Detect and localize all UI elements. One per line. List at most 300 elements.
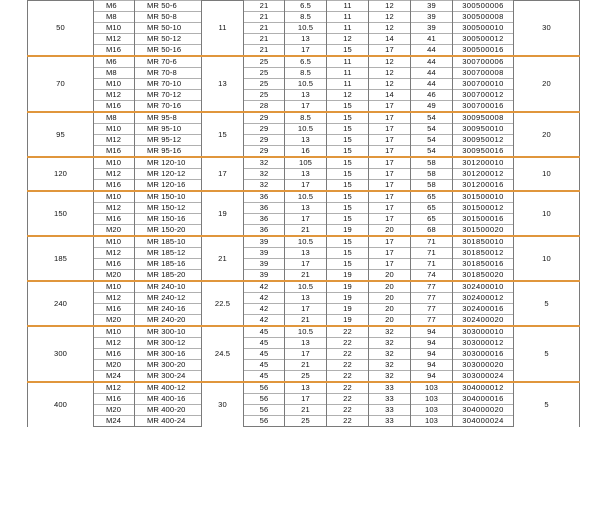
dimension-l-cell: 94 — [411, 349, 453, 360]
table-row — [28, 281, 580, 293]
model-code-cell: MR 95-8 — [135, 112, 202, 124]
model-code-cell: MR 300-12 — [135, 338, 202, 349]
cross-section-cell: 150 — [28, 191, 94, 236]
table-row — [28, 203, 580, 214]
dimension-b-cell: 17 — [285, 45, 327, 57]
dimension-b-cell: 17 — [285, 180, 327, 192]
article-number-cell: 300950012 — [453, 135, 514, 146]
dimension-a-cell: 32 — [244, 169, 285, 180]
dimension-a-cell: 29 — [244, 124, 285, 135]
model-code-cell: MR 240-12 — [135, 293, 202, 304]
dimension-l-cell: 74 — [411, 270, 453, 282]
dimension-e-cell: 17 — [369, 112, 411, 124]
dimension-a-cell: 42 — [244, 304, 285, 315]
dimension-l-cell: 58 — [411, 180, 453, 192]
article-number-cell: 300500008 — [453, 12, 514, 23]
dimension-e-cell: 32 — [369, 360, 411, 371]
thread-size-cell: M8 — [94, 12, 135, 23]
group-dimension-cell: 22.5 — [202, 281, 244, 326]
dimension-e-cell: 12 — [369, 68, 411, 79]
dimension-d-cell: 15 — [327, 259, 369, 270]
dimension-l-cell: 58 — [411, 169, 453, 180]
article-number-cell: 300500016 — [453, 45, 514, 57]
model-code-cell: MR 240-10 — [135, 281, 202, 293]
cross-section-cell: 185 — [28, 236, 94, 281]
article-number-cell: 302400010 — [453, 281, 514, 293]
dimension-l-cell: 44 — [411, 56, 453, 68]
table-row — [28, 304, 580, 315]
article-number-cell: 301850016 — [453, 259, 514, 270]
dimension-b-cell: 21 — [285, 405, 327, 416]
group-dimension-cell: 19 — [202, 191, 244, 236]
dimension-a-cell: 45 — [244, 326, 285, 338]
thread-size-cell: M16 — [94, 146, 135, 158]
model-code-cell: MR 185-10 — [135, 236, 202, 248]
dimension-l-cell: 77 — [411, 304, 453, 315]
article-number-cell: 302400020 — [453, 315, 514, 327]
table-row — [28, 23, 580, 34]
table-row — [28, 225, 580, 237]
cross-section-cell: 95 — [28, 112, 94, 157]
table-row — [28, 405, 580, 416]
dimension-d-cell: 15 — [327, 101, 369, 113]
dimension-b-cell: 8.5 — [285, 112, 327, 124]
dimension-b-cell: 6.5 — [285, 1, 327, 12]
dimension-a-cell: 28 — [244, 101, 285, 113]
dimension-a-cell: 25 — [244, 90, 285, 101]
dimension-e-cell: 12 — [369, 1, 411, 12]
dimension-b-cell: 16 — [285, 146, 327, 158]
table-row — [28, 34, 580, 45]
dimension-b-cell: 10.5 — [285, 23, 327, 34]
table-row — [28, 371, 580, 383]
dimension-l-cell: 77 — [411, 293, 453, 304]
dimension-a-cell: 36 — [244, 225, 285, 237]
dimension-a-cell: 45 — [244, 371, 285, 383]
dimension-d-cell: 22 — [327, 360, 369, 371]
pack-quantity-cell: 5 — [514, 281, 580, 326]
group-dimension-cell: 13 — [202, 56, 244, 112]
dimension-b-cell: 13 — [285, 34, 327, 45]
dimension-e-cell: 32 — [369, 326, 411, 338]
table-row — [28, 157, 580, 169]
group-dimension-cell: 15 — [202, 112, 244, 157]
dimension-d-cell: 22 — [327, 416, 369, 427]
dimension-l-cell: 65 — [411, 203, 453, 214]
article-number-cell: 301500010 — [453, 191, 514, 203]
dimension-d-cell: 19 — [327, 270, 369, 282]
dimension-a-cell: 56 — [244, 382, 285, 394]
dimension-e-cell: 17 — [369, 124, 411, 135]
model-code-cell: MR 300-20 — [135, 360, 202, 371]
thread-size-cell: M12 — [94, 203, 135, 214]
article-number-cell: 301200012 — [453, 169, 514, 180]
model-code-cell: MR 185-12 — [135, 248, 202, 259]
dimension-l-cell: 103 — [411, 405, 453, 416]
dimension-a-cell: 42 — [244, 315, 285, 327]
dimension-l-cell: 103 — [411, 416, 453, 427]
table-row — [28, 326, 580, 338]
article-number-cell: 302400016 — [453, 304, 514, 315]
dimension-a-cell: 56 — [244, 405, 285, 416]
dimension-l-cell: 39 — [411, 1, 453, 12]
dimension-a-cell: 29 — [244, 112, 285, 124]
thread-size-cell: M10 — [94, 79, 135, 90]
dimension-e-cell: 17 — [369, 101, 411, 113]
dimension-a-cell: 32 — [244, 157, 285, 169]
dimension-b-cell: 6.5 — [285, 56, 327, 68]
model-code-cell: MR 185-16 — [135, 259, 202, 270]
table-row — [28, 191, 580, 203]
dimension-a-cell: 36 — [244, 214, 285, 225]
table-row — [28, 146, 580, 158]
dimension-l-cell: 54 — [411, 135, 453, 146]
dimension-e-cell: 32 — [369, 338, 411, 349]
dimension-d-cell: 12 — [327, 90, 369, 101]
model-code-cell: MR 400-24 — [135, 416, 202, 427]
dimension-e-cell: 33 — [369, 416, 411, 427]
model-code-cell: MR 50-16 — [135, 45, 202, 57]
dimension-b-cell: 21 — [285, 270, 327, 282]
model-code-cell: MR 400-16 — [135, 394, 202, 405]
dimension-d-cell: 15 — [327, 157, 369, 169]
dimension-b-cell: 17 — [285, 394, 327, 405]
thread-size-cell: M16 — [94, 304, 135, 315]
dimension-l-cell: 77 — [411, 281, 453, 293]
thread-size-cell: M10 — [94, 236, 135, 248]
dimension-d-cell: 19 — [327, 315, 369, 327]
thread-size-cell: M10 — [94, 124, 135, 135]
dimension-b-cell: 17 — [285, 259, 327, 270]
thread-size-cell: M12 — [94, 248, 135, 259]
dimension-d-cell: 22 — [327, 405, 369, 416]
thread-size-cell: M10 — [94, 191, 135, 203]
dimension-d-cell: 15 — [327, 45, 369, 57]
article-number-cell: 301850010 — [453, 236, 514, 248]
model-code-cell: MR 150-16 — [135, 214, 202, 225]
article-number-cell: 300500006 — [453, 1, 514, 12]
thread-size-cell: M10 — [94, 326, 135, 338]
article-number-cell: 300500010 — [453, 23, 514, 34]
model-code-cell: MR 150-20 — [135, 225, 202, 237]
article-number-cell: 303000020 — [453, 360, 514, 371]
dimension-l-cell: 65 — [411, 214, 453, 225]
dimension-b-cell: 10.5 — [285, 124, 327, 135]
model-code-cell: MR 70-6 — [135, 56, 202, 68]
thread-size-cell: M10 — [94, 23, 135, 34]
model-code-cell: MR 300-24 — [135, 371, 202, 383]
thread-size-cell: M10 — [94, 281, 135, 293]
thread-size-cell: M10 — [94, 157, 135, 169]
dimension-l-cell: 71 — [411, 236, 453, 248]
cross-section-cell: 120 — [28, 157, 94, 191]
table-row — [28, 259, 580, 270]
group-dimension-cell: 24.5 — [202, 326, 244, 382]
table-row — [28, 360, 580, 371]
dimension-b-cell: 13 — [285, 248, 327, 259]
model-code-cell: MR 95-16 — [135, 146, 202, 158]
model-code-cell: MR 50-12 — [135, 34, 202, 45]
dimension-e-cell: 14 — [369, 90, 411, 101]
model-code-cell: MR 50-6 — [135, 1, 202, 12]
dimension-l-cell: 94 — [411, 326, 453, 338]
dimension-b-cell: 13 — [285, 382, 327, 394]
thread-size-cell: M16 — [94, 101, 135, 113]
dimension-d-cell: 22 — [327, 349, 369, 360]
dimension-b-cell: 21 — [285, 225, 327, 237]
dimension-a-cell: 25 — [244, 79, 285, 90]
dimension-d-cell: 11 — [327, 79, 369, 90]
thread-size-cell: M12 — [94, 293, 135, 304]
article-number-cell: 300700010 — [453, 79, 514, 90]
dimension-e-cell: 17 — [369, 191, 411, 203]
pack-quantity-cell: 10 — [514, 236, 580, 281]
dimension-d-cell: 15 — [327, 124, 369, 135]
dimension-e-cell: 32 — [369, 349, 411, 360]
dimension-a-cell: 21 — [244, 1, 285, 12]
thread-size-cell: M20 — [94, 360, 135, 371]
dimension-e-cell: 12 — [369, 12, 411, 23]
thread-size-cell: M20 — [94, 405, 135, 416]
dimension-d-cell: 15 — [327, 203, 369, 214]
dimension-d-cell: 15 — [327, 191, 369, 203]
dimension-l-cell: 94 — [411, 371, 453, 383]
group-dimension-cell: 17 — [202, 157, 244, 191]
dimension-e-cell: 20 — [369, 281, 411, 293]
dimension-d-cell: 11 — [327, 56, 369, 68]
model-code-cell: MR 240-20 — [135, 315, 202, 327]
article-number-cell: 301850020 — [453, 270, 514, 282]
dimension-e-cell: 20 — [369, 293, 411, 304]
pack-quantity-cell: 5 — [514, 326, 580, 382]
dimension-l-cell: 94 — [411, 360, 453, 371]
dimension-d-cell: 11 — [327, 12, 369, 23]
dimension-b-cell: 13 — [285, 169, 327, 180]
dimension-d-cell: 15 — [327, 169, 369, 180]
article-number-cell: 300500012 — [453, 34, 514, 45]
dimension-b-cell: 17 — [285, 101, 327, 113]
model-code-cell: MR 150-12 — [135, 203, 202, 214]
dimension-d-cell: 11 — [327, 68, 369, 79]
dimension-a-cell: 21 — [244, 34, 285, 45]
article-number-cell: 300700008 — [453, 68, 514, 79]
dimension-e-cell: 12 — [369, 56, 411, 68]
dimension-d-cell: 22 — [327, 394, 369, 405]
article-number-cell: 301500020 — [453, 225, 514, 237]
dimension-e-cell: 17 — [369, 248, 411, 259]
article-number-cell: 301200010 — [453, 157, 514, 169]
dimension-b-cell: 13 — [285, 135, 327, 146]
dimension-a-cell: 45 — [244, 360, 285, 371]
pack-quantity-cell: 10 — [514, 191, 580, 236]
table-row — [28, 248, 580, 259]
dimension-l-cell: 54 — [411, 124, 453, 135]
dimension-b-cell: 10.5 — [285, 281, 327, 293]
article-number-cell: 302400012 — [453, 293, 514, 304]
thread-size-cell: M16 — [94, 349, 135, 360]
dimension-a-cell: 39 — [244, 248, 285, 259]
table-row — [28, 338, 580, 349]
dimension-e-cell: 33 — [369, 382, 411, 394]
table-row — [28, 382, 580, 394]
cross-section-cell: 50 — [28, 1, 94, 57]
dimension-e-cell: 17 — [369, 259, 411, 270]
dimension-d-cell: 11 — [327, 1, 369, 12]
dimension-l-cell: 49 — [411, 101, 453, 113]
dimension-b-cell: 13 — [285, 338, 327, 349]
thread-size-cell: M8 — [94, 112, 135, 124]
thread-size-cell: M12 — [94, 135, 135, 146]
dimension-e-cell: 20 — [369, 304, 411, 315]
table-row — [28, 394, 580, 405]
article-number-cell: 304000016 — [453, 394, 514, 405]
dimension-l-cell: 44 — [411, 45, 453, 57]
dimension-b-cell: 13 — [285, 293, 327, 304]
dimension-a-cell: 29 — [244, 135, 285, 146]
table-row — [28, 90, 580, 101]
dimension-d-cell: 19 — [327, 225, 369, 237]
cross-section-cell: 300 — [28, 326, 94, 382]
pack-quantity-cell: 20 — [514, 112, 580, 157]
pack-quantity-cell: 30 — [514, 1, 580, 57]
dimension-b-cell: 8.5 — [285, 12, 327, 23]
dimension-a-cell: 39 — [244, 259, 285, 270]
dimension-d-cell: 19 — [327, 304, 369, 315]
table-row — [28, 124, 580, 135]
article-number-cell: 304000020 — [453, 405, 514, 416]
dimension-b-cell: 10.5 — [285, 236, 327, 248]
model-code-cell: MR 70-12 — [135, 90, 202, 101]
dimension-l-cell: 58 — [411, 157, 453, 169]
dimension-d-cell: 11 — [327, 23, 369, 34]
dimension-b-cell: 8.5 — [285, 68, 327, 79]
dimension-e-cell: 32 — [369, 371, 411, 383]
dimension-b-cell: 25 — [285, 371, 327, 383]
dimension-b-cell: 17 — [285, 349, 327, 360]
dimension-a-cell: 56 — [244, 394, 285, 405]
model-code-cell: MR 300-10 — [135, 326, 202, 338]
table-row — [28, 214, 580, 225]
dimension-a-cell: 21 — [244, 23, 285, 34]
thread-size-cell: M16 — [94, 180, 135, 192]
dimension-l-cell: 44 — [411, 68, 453, 79]
dimension-l-cell: 103 — [411, 394, 453, 405]
model-code-cell: MR 70-16 — [135, 101, 202, 113]
dimension-l-cell: 71 — [411, 259, 453, 270]
dimension-d-cell: 19 — [327, 293, 369, 304]
thread-size-cell: M20 — [94, 315, 135, 327]
dimension-d-cell: 15 — [327, 180, 369, 192]
dimension-d-cell: 22 — [327, 326, 369, 338]
article-number-cell: 300950010 — [453, 124, 514, 135]
dimension-e-cell: 14 — [369, 34, 411, 45]
article-number-cell: 300950008 — [453, 112, 514, 124]
thread-size-cell: M24 — [94, 371, 135, 383]
thread-size-cell: M12 — [94, 34, 135, 45]
article-number-cell: 301500012 — [453, 203, 514, 214]
table-row — [28, 169, 580, 180]
dimension-a-cell: 39 — [244, 270, 285, 282]
table-row — [28, 349, 580, 360]
cross-section-cell: 70 — [28, 56, 94, 112]
dimension-e-cell: 17 — [369, 45, 411, 57]
dimension-e-cell: 17 — [369, 146, 411, 158]
dimension-e-cell: 12 — [369, 79, 411, 90]
model-code-cell: MR 95-10 — [135, 124, 202, 135]
dimension-e-cell: 20 — [369, 315, 411, 327]
dimension-b-cell: 10.5 — [285, 326, 327, 338]
dimension-d-cell: 15 — [327, 146, 369, 158]
pack-quantity-cell: 10 — [514, 157, 580, 191]
table-body — [28, 1, 580, 427]
dimension-l-cell: 71 — [411, 248, 453, 259]
thread-size-cell: M12 — [94, 338, 135, 349]
model-code-cell: MR 95-12 — [135, 135, 202, 146]
dimension-e-cell: 17 — [369, 203, 411, 214]
model-code-cell: MR 70-10 — [135, 79, 202, 90]
table-row — [28, 315, 580, 327]
dimension-a-cell: 32 — [244, 180, 285, 192]
thread-size-cell: M16 — [94, 45, 135, 57]
model-code-cell: MR 50-8 — [135, 12, 202, 23]
group-dimension-cell: 21 — [202, 236, 244, 281]
table-row — [28, 236, 580, 248]
dimension-d-cell: 22 — [327, 371, 369, 383]
dimension-l-cell: 54 — [411, 146, 453, 158]
cross-section-cell: 400 — [28, 382, 94, 427]
dimension-l-cell: 54 — [411, 112, 453, 124]
thread-size-cell: M16 — [94, 259, 135, 270]
dimension-d-cell: 15 — [327, 135, 369, 146]
thread-size-cell: M6 — [94, 1, 135, 12]
dimension-a-cell: 21 — [244, 12, 285, 23]
model-code-cell: MR 70-8 — [135, 68, 202, 79]
table-row — [28, 12, 580, 23]
article-number-cell: 303000010 — [453, 326, 514, 338]
dimension-l-cell: 46 — [411, 90, 453, 101]
table-row — [28, 293, 580, 304]
dimension-b-cell: 21 — [285, 360, 327, 371]
group-dimension-cell: 30 — [202, 382, 244, 427]
dimension-b-cell: 17 — [285, 304, 327, 315]
table-row — [28, 1, 580, 12]
model-code-cell: MR 185-20 — [135, 270, 202, 282]
thread-size-cell: M8 — [94, 68, 135, 79]
dimension-e-cell: 17 — [369, 180, 411, 192]
model-code-cell: MR 120-10 — [135, 157, 202, 169]
model-code-cell: MR 50-10 — [135, 23, 202, 34]
article-number-cell: 300700012 — [453, 90, 514, 101]
pack-quantity-cell: 5 — [514, 382, 580, 427]
model-code-cell: MR 300-16 — [135, 349, 202, 360]
table-row — [28, 45, 580, 57]
model-code-cell: MR 120-16 — [135, 180, 202, 192]
dimension-a-cell: 36 — [244, 191, 285, 203]
article-number-cell: 301850012 — [453, 248, 514, 259]
product-spec-table — [27, 0, 580, 427]
dimension-d-cell: 22 — [327, 382, 369, 394]
dimension-d-cell: 12 — [327, 34, 369, 45]
dimension-e-cell: 20 — [369, 225, 411, 237]
dimension-l-cell: 41 — [411, 34, 453, 45]
dimension-e-cell: 17 — [369, 236, 411, 248]
dimension-b-cell: 25 — [285, 416, 327, 427]
dimension-b-cell: 105 — [285, 157, 327, 169]
dimension-a-cell: 45 — [244, 349, 285, 360]
dimension-d-cell: 15 — [327, 236, 369, 248]
dimension-e-cell: 12 — [369, 23, 411, 34]
dimension-a-cell: 36 — [244, 203, 285, 214]
